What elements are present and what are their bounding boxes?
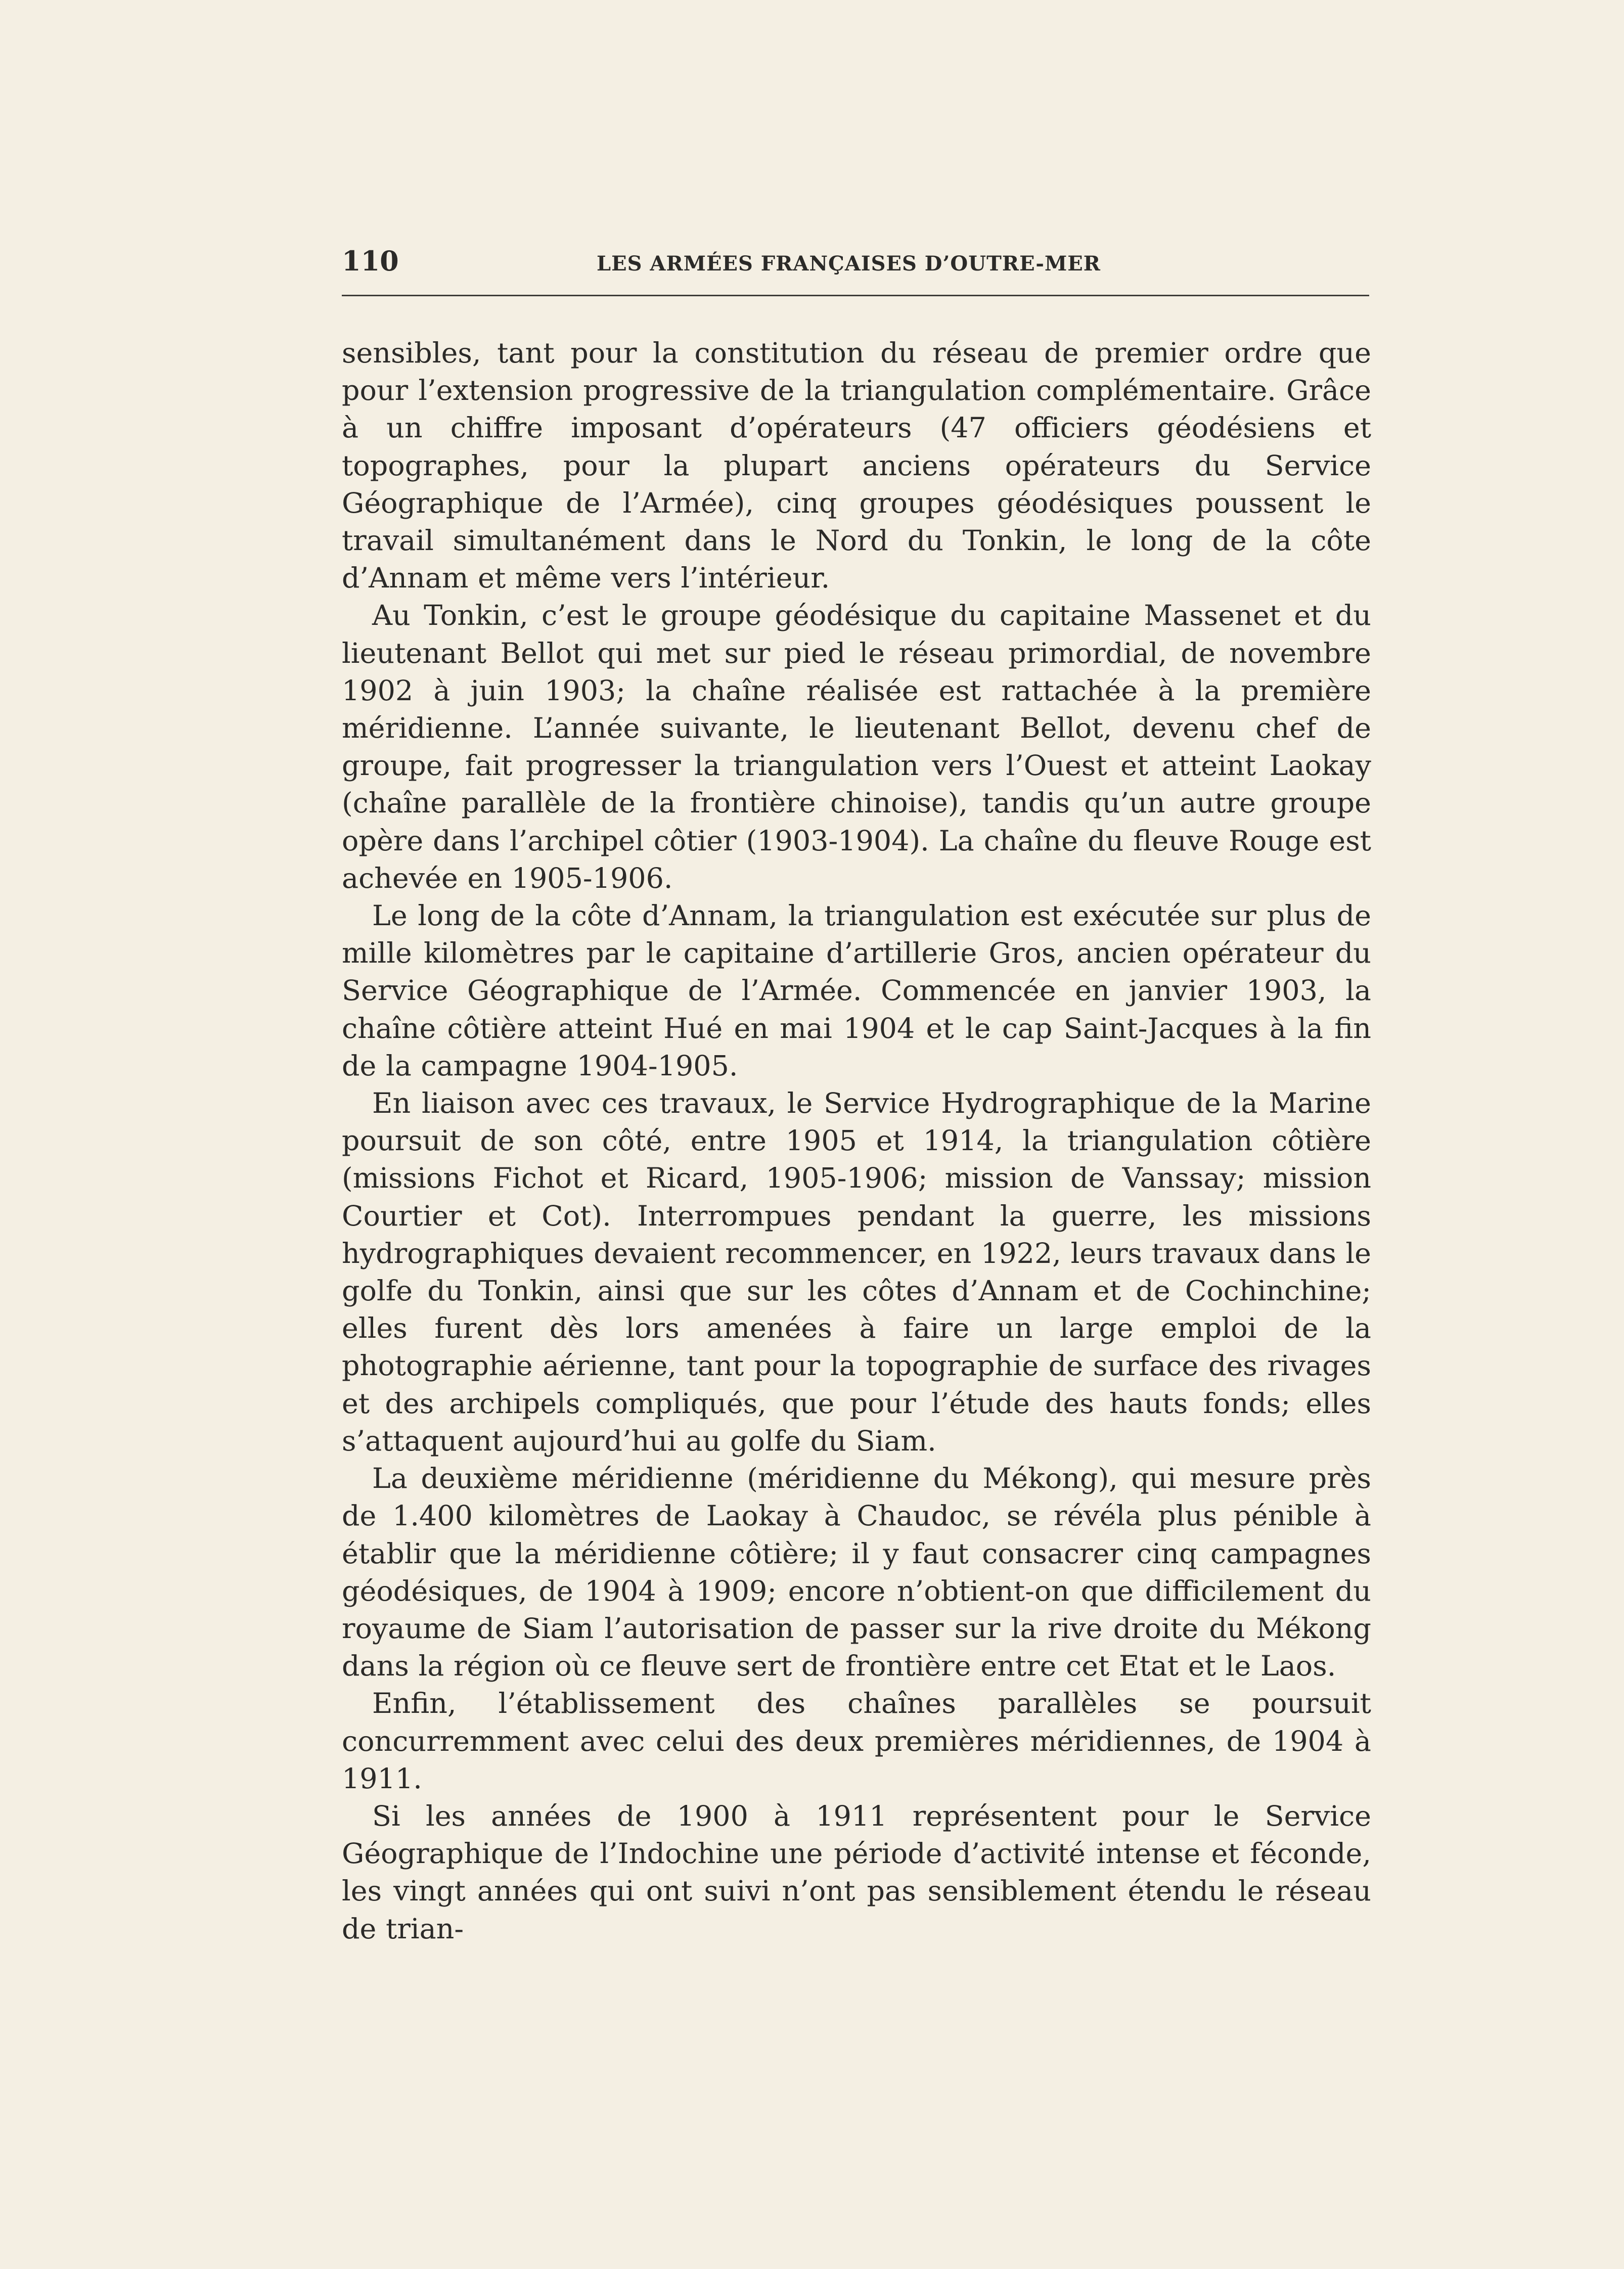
paragraph-period-summary: Si les années de 1900 à 1911 représentent pour le Service Géographique de l’Indochine une période d’activité intense et féconde, les vingt années qui ont suivi n’ont pas sensiblement étendu le réseau de trian- bbox=[342, 1799, 1371, 1945]
page-header bbox=[342, 242, 1369, 288]
paragraph-tonkin: Au Tonkin, c’est le groupe géodésique du capitaine Massenet et du lieutenant Bellot qui met sur pied le réseau primordial, de novembre 1902 à juin 1903; la chaîne réalisée est rattachée à la première méridienne. L’année suivante, le lieutenant Bellot, devenu chef de groupe, fait progresser la triangulation vers l’Ouest et atteint Laokay (chaîne parallèle de la frontière chinoise), tandis qu’un autre groupe opère dans l’archipel côtier (1903-1904). La chaîne du fleuve Rouge est achevée en 1905-1906. bbox=[342, 599, 1371, 895]
paragraph-hydrographic-service: En liaison avec ces travaux, le Service Hydrographique de la Marine poursuit de son côté, entre 1905 et 1914, la triangulation côtière (missions Fichot et Ricard, 1905-1906; mission de Vanssay; mission Courtier et Cot). Interrompues pendant la guerre, les missions hydrographiques devaient recommencer, en 1922, leurs travaux dans le golfe du Tonkin, ainsi que sur les côtes d’Annam et de Cochinchine; elles furent dès lors amenées à faire un large emploi de la photographie aérienne, tant pour la topographie de surface des rivages et des archipels compliqués, que pour l’étude des hauts fonds; elles s’attaquent aujourd’hui au golfe du Siam. bbox=[342, 1087, 1371, 1458]
paragraph-mekong-meridian: La deuxième méridienne (méridienne du Mékong), qui mesure près de 1.400 kilomètres de Laokay à Chaudoc, se révéla plus pénible à établir que la méridienne côtière; il y faut consacrer cinq campagnes géodésiques, de 1904 à 1909; encore n’obtient-on que difficilement du royaume de Siam l’autorisation de passer sur la rive droite du Mékong dans la région où ce fleuve sert de frontière entre cet Etat et le Laos. bbox=[342, 1462, 1371, 1683]
body-text bbox=[342, 335, 1371, 1948]
paragraph-annam-coast: Le long de la côte d’Annam, la triangulation est exécutée sur plus de mille kilomètres par le capitaine d’artillerie Gros, ancien opérateur du Service Géographique de l’Armée. Commencée en janvier 1903, la chaîne côtière atteint Hué en mai 1904 et le cap Saint-Jacques à la fin de la campagne 1904-1905. bbox=[342, 899, 1371, 1082]
header-rule bbox=[342, 295, 1369, 296]
paragraph-continuation: sensibles, tant pour la constitution du réseau de premier ordre que pour l’extension progressive de la triangulation complémentaire. Grâce à un chiffre imposant d’opérateurs (47 officiers géodésiens et topographes, pour la plupart anciens opérateurs du Service Géographique de l’Armée), cinq groupes géodésiques poussent le travail simultanément dans le Nord du Tonkin, le long de la côte d’Annam et même vers l’intérieur. bbox=[342, 337, 1371, 595]
running-title: LES ARMÉES FRANÇAISES D’OUTRE-MER bbox=[597, 252, 1101, 276]
paragraph-parallel-chains: Enfin, l’établissement des chaînes parallèles se poursuit concurremment avec celui des deux premières méridiennes, de 1904 à 1911. bbox=[342, 1687, 1371, 1795]
page-number: 110 bbox=[342, 245, 399, 277]
